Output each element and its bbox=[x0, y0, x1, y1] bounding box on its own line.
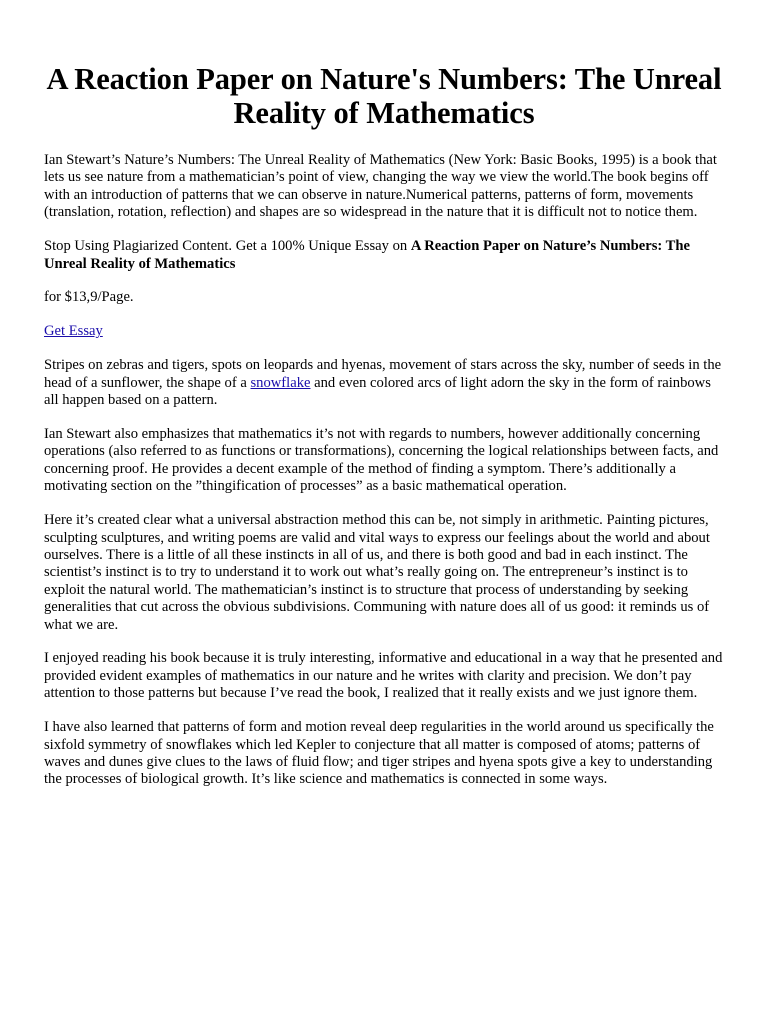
enjoyment-paragraph: I enjoyed reading his book because it is truly interesting, informative and educational in a way that he presented and provided evident examples of mathematics in our nature and he writes with clarity and precision. We don’t pay attention to those patterns but because I’ve read the book, I realized that it really exists and we just ignore them. bbox=[44, 650, 723, 702]
get-essay-link[interactable]: Get Essay bbox=[44, 323, 103, 340]
intro-paragraph: Ian Stewart’s Nature’s Numbers: The Unreal Reality of Mathematics (New York: Basic Books, 1995) is a book that lets us see nature from a mathematician’s point of view, changing the way we view the world.The book begins off with an introduction of patterns that we can observe in nature.Numerical patterns, patterns of form, movements (translation, rotation, reflection) and shapes are so widespread in the nature that it is difficult not to notice them. bbox=[44, 152, 717, 221]
patterns-text-after: and even colored arcs of light adorn the sky in the form of rainbows all happen based on a pattern. bbox=[44, 374, 711, 409]
snowflake-link[interactable]: snowflake bbox=[250, 374, 311, 391]
page-title: A Reaction Paper on Nature's Numbers: The Unreal Reality of Mathematics bbox=[46, 62, 722, 130]
patterns-text-before: Stripes on zebras and tigers, spots on leopards and hyenas, movement of stars across the sky, number of seeds in the head of a sunflower, the shape of a bbox=[44, 357, 722, 391]
price-text: for $13,9/Page. bbox=[44, 289, 134, 306]
promo-essay-title: A Reaction Paper on Nature’s Numbers: The Unreal Reality of Mathematics bbox=[44, 238, 690, 272]
abstraction-paragraph: Here it’s created clear what a universal abstraction method this can be, not simply in arithmetic. Painting pictures, sculpting sculptures, and writing poems are valid and vital ways to express our feelings about the world and about ourselves. There is a little of all these instincts in all of us, and there is both good and bad in each instinct. The scientist’s instinct is to try to understand it to work out what’s really going on. The entrepreneur’s instinct is to exploit the natural world. The mathematician’s instinct is to structure that process of understanding by seeking generalities that cut across the obvious subdivisions. Communing with nature does all of us good: it reminds us of what we are. bbox=[44, 512, 710, 633]
patterns-paragraph bbox=[44, 357, 724, 409]
promo-paragraph bbox=[44, 238, 724, 273]
learning-paragraph: I have also learned that patterns of form and motion reveal deep regularities in the world around us specifically the sixfold symmetry of snowflakes which led Kepler to conjecture that all matter is composed of atoms; patterns of waves and dunes give clues to the laws of fluid flow; and tiger stripes and hyena spots give a key to understanding the processes of biological growth. It’s like science and mathematics is connected in some ways. bbox=[44, 719, 714, 788]
promo-text: Stop Using Plagiarized Content. Get a 100% Unique Essay on bbox=[44, 238, 411, 255]
emphasis-paragraph: Ian Stewart also emphasizes that mathematics it’s not with regards to numbers, however additionally concerning operations (also referred to as functions or transformations), concerning the logical relationships between facts, and concerning proof. He provides a decent example of the method of finding a symptom. There’s additionally a motivating section on the ”thingification of processes” as a basic mathematical operation. bbox=[44, 425, 719, 495]
get-essay-paragraph bbox=[44, 323, 724, 340]
